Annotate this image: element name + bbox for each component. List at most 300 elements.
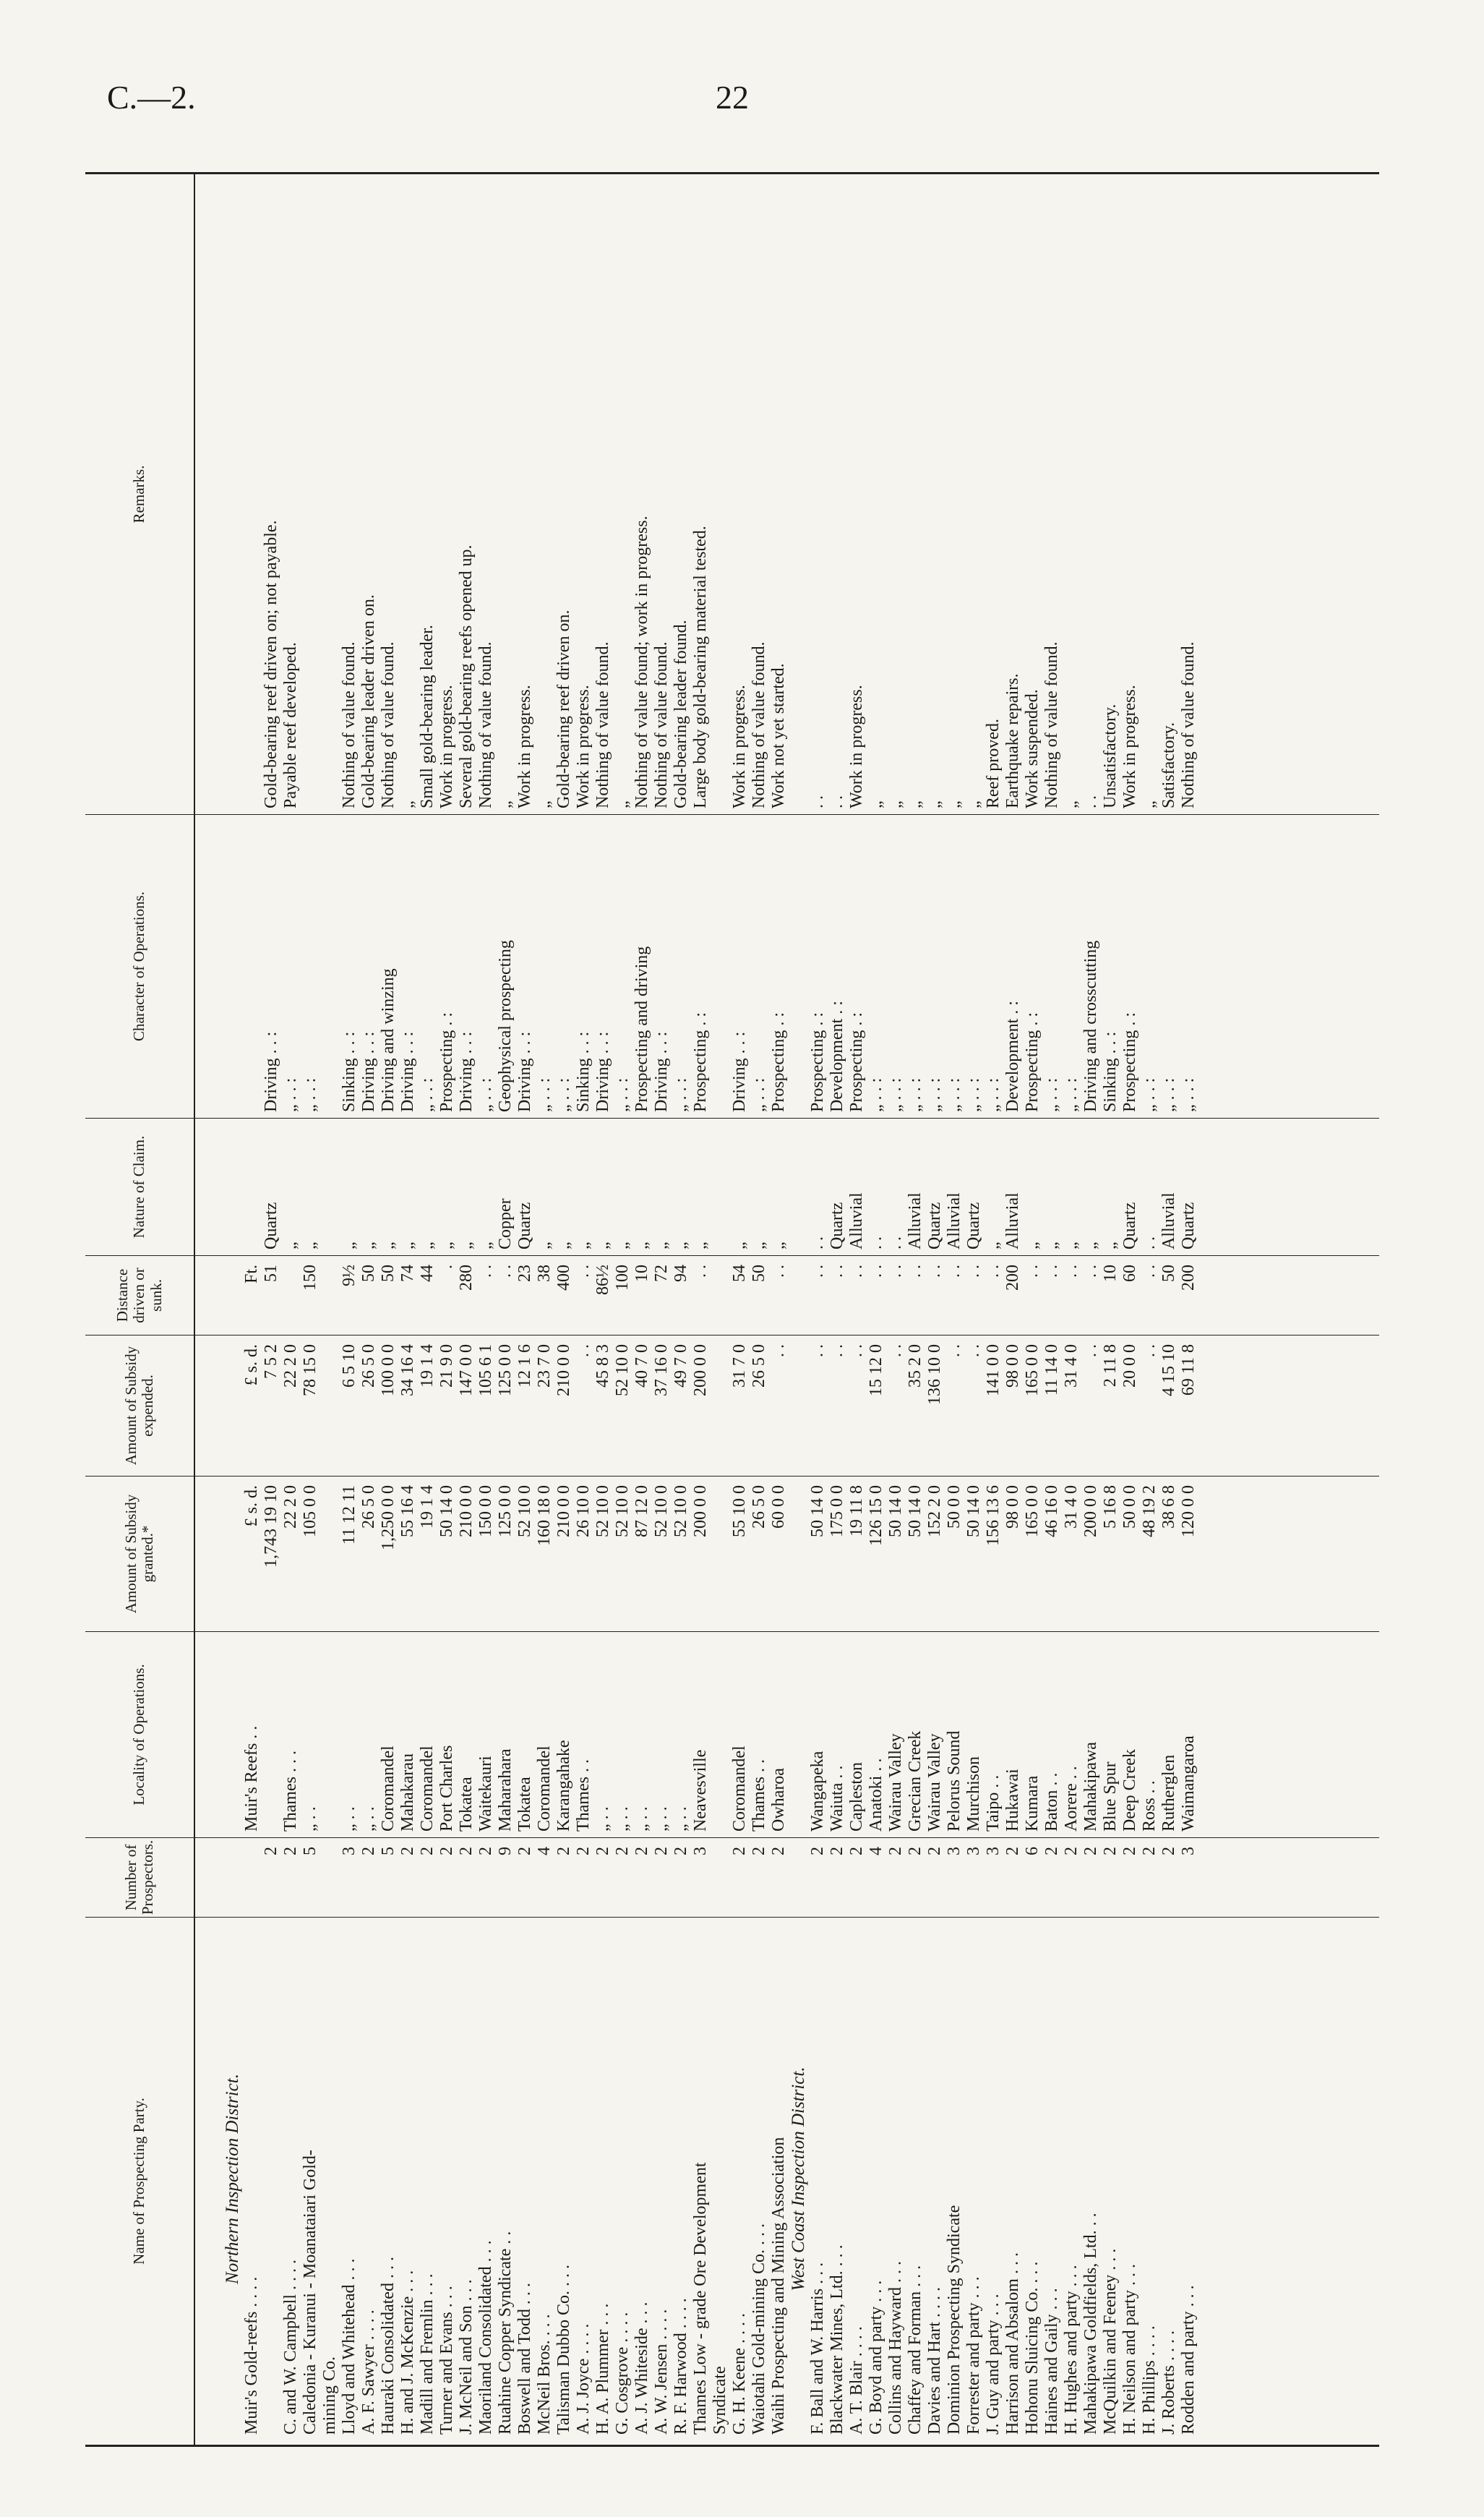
grant-cell: 1,743 19 10 (262, 1485, 280, 1568)
name-cell: Davies and Hart . . . . (925, 2287, 944, 2435)
remarks-cell: Work suspended. (1023, 689, 1042, 808)
locality-cell: Kumara (1023, 1775, 1042, 1832)
grant-cell: 19 11 8 (847, 1485, 866, 1537)
expended-cell: . . (808, 1344, 827, 1357)
remarks-cell: Payable reef developed. (281, 642, 300, 808)
nature-cell: Quartz (1179, 1202, 1198, 1249)
locality-cell: Muir's Reefs . . (242, 1725, 261, 1832)
nature-cell: „ (1081, 1242, 1100, 1249)
expended-cell: 210 0 0 (554, 1344, 573, 1396)
nature-cell: „ (652, 1242, 671, 1249)
district-title: Northern Inspection District. (223, 2074, 242, 2284)
grant-cell: 26 5 0 (750, 1485, 768, 1529)
expended-cell: . . (1140, 1344, 1159, 1357)
remarks-cell: Nothing of value found. (750, 641, 768, 808)
character-cell: „ . . : (886, 1077, 905, 1112)
character-cell (711, 815, 730, 1118)
spacer-cell (789, 174, 808, 814)
locality-cell: „ . . (672, 1806, 690, 1832)
distance-cell: . . (808, 1265, 827, 1278)
grant-cell: 46 16 0 (1042, 1485, 1061, 1537)
character-cell: Geophysical prospecting (496, 940, 515, 1112)
character-cell: Driving . . : (730, 1031, 749, 1112)
remarks-cell: . . (1081, 795, 1100, 808)
grant-cell: 52 10 0 (672, 1485, 690, 1537)
name-cell: Blackwater Mines, Ltd. . . . (828, 2244, 846, 2435)
locality-cell: Rutherglen (1159, 1754, 1178, 1832)
name-cell: Talisman Dubbo Co. . . . (554, 2265, 573, 2435)
name-cell: McQuilkin and Feeney . . . (1101, 2248, 1120, 2435)
name-cell: H. Neilson and party . . . (1120, 2264, 1139, 2435)
grant-cell: 150 0 0 (476, 1485, 495, 1537)
header-character: Character of Operations. (85, 814, 194, 1118)
distance-cell: 44 (418, 1265, 437, 1282)
character-cell: Prospecting . : (437, 1012, 456, 1112)
number-cell: 3 (691, 1847, 710, 1855)
expended-cell: . . (886, 1344, 905, 1357)
grant-cell: 165 0 0 (1023, 1485, 1042, 1537)
locality-cell: Maharahara (496, 1748, 515, 1832)
expended-cell: 49 7 0 (672, 1344, 690, 1388)
nature-cell: „ (632, 1242, 651, 1249)
number-cell: 2 (1042, 1847, 1061, 1855)
expended-cell: 141 0 0 (984, 1344, 1003, 1396)
nature-cell: „ (301, 1242, 319, 1249)
number-cell: 3 (1179, 1847, 1198, 1855)
remarks-cell: Earthquake repairs. (1003, 673, 1022, 808)
character-cell: „ . . : (925, 1077, 944, 1112)
number-cell: 3 (964, 1847, 983, 1855)
spacer-cell (789, 1119, 808, 1255)
spacer-cell (223, 1256, 242, 1335)
remarks-cell: Gold-bearing reef driven on. (554, 610, 573, 808)
name-cell: G. H. Keene . . . . (730, 2313, 749, 2435)
name-cell: Hohonu Sluicing Co. . . . (1023, 2261, 1042, 2435)
expended-cell: £ s. d. (242, 1344, 261, 1386)
nature-cell: „ (984, 1242, 1003, 1249)
expended-cell: . . (1081, 1344, 1100, 1357)
spacer-cell (223, 174, 242, 814)
number-cell: 2 (632, 1847, 651, 1855)
spacer-cell (789, 1256, 808, 1335)
number-cell: 2 (750, 1847, 768, 1855)
nature-cell: „ (593, 1242, 612, 1249)
expended-cell: 23 7 0 (535, 1344, 554, 1388)
name-cell: Boswell and Todd . . . (515, 2283, 534, 2435)
grant-cell: 50 14 0 (886, 1485, 905, 1537)
expended-cell: 147 0 0 (457, 1344, 476, 1396)
number-cell: 2 (808, 1847, 827, 1855)
locality-cell: Tokatea (457, 1777, 476, 1832)
expended-cell: 125 0 0 (496, 1344, 515, 1396)
nature-cell (711, 1119, 730, 1255)
character-cell: Driving . . : (652, 1031, 671, 1112)
number-cell: 2 (730, 1847, 749, 1855)
remarks-cell: Several gold-bearing reefs opened up. (457, 544, 476, 808)
distance-cell: 23 (515, 1265, 534, 1282)
grant-cell: 52 10 0 (515, 1485, 534, 1537)
expended-cell: 31 7 0 (730, 1344, 749, 1388)
expended-cell (711, 1336, 730, 1476)
distance-cell: 200 (1179, 1265, 1198, 1291)
remarks-cell: Work in progress. (847, 685, 866, 808)
grant-cell: 52 10 0 (613, 1485, 632, 1537)
remarks-cell (301, 174, 320, 814)
remarks-cell (711, 174, 730, 814)
grant-cell: 19 1 4 (418, 1485, 437, 1529)
nature-cell: „ (691, 1242, 710, 1249)
nature-cell: „ (535, 1242, 554, 1249)
grant-cell: 87 12 0 (632, 1485, 651, 1537)
nature-cell: Alluvial (1159, 1192, 1178, 1249)
column-locality (195, 1631, 1379, 1837)
locality-cell: Blue Spur (1101, 1761, 1120, 1832)
spacer-cell (789, 1477, 808, 1631)
distance-cell: Ft. (242, 1265, 261, 1284)
grant-cell: 105 0 0 (301, 1485, 319, 1537)
number-cell: 2 (613, 1847, 632, 1855)
character-cell: „ . . : (945, 1077, 964, 1112)
character-cell: „ . . : (1159, 1077, 1178, 1112)
spacer-cell (223, 1336, 242, 1476)
distance-cell: . . (476, 1265, 495, 1278)
name-cell: mining Co. (320, 2356, 339, 2435)
rotated-table (85, 174, 1379, 2445)
expended-cell: . . (769, 1344, 788, 1357)
locality-cell: Grecian Creek (906, 1730, 925, 1832)
remarks-cell: . . (828, 795, 846, 808)
distance-cell: . . (925, 1265, 944, 1278)
character-cell: Prospecting . : (1120, 1012, 1139, 1112)
remarks-cell: „ (925, 800, 944, 808)
character-cell: Driving . . : (515, 1031, 534, 1112)
expended-cell: 2 11 8 (1101, 1344, 1120, 1388)
name-cell: H. and J. McKenzie . . . (398, 2270, 417, 2435)
number-cell: 3 (945, 1847, 964, 1855)
expended-cell: 31 4 0 (1062, 1344, 1081, 1388)
name-cell: Rodden and party . . . (1179, 2285, 1198, 2435)
name-cell: Haines and Gaily . . . (1042, 2288, 1061, 2435)
remarks-cell: Gold-bearing leader driven on. (359, 594, 378, 808)
remarks-cell: „ (886, 800, 905, 808)
locality-cell: Thames . . (750, 1759, 768, 1832)
column-expended (195, 1335, 1379, 1476)
number-cell (242, 1838, 262, 1917)
grant-cell: 200 0 0 (691, 1485, 710, 1537)
expended-cell: 105 6 1 (476, 1344, 495, 1396)
locality-cell: „ . . (593, 1806, 612, 1832)
number-cell (711, 1838, 730, 1917)
distance-cell: . . (984, 1265, 1003, 1278)
expended-cell: 35 2 0 (906, 1344, 925, 1388)
distance-cell: . . (1081, 1265, 1100, 1278)
remarks-cell: Nothing of value found. (476, 641, 495, 808)
name-cell: McNeil Bros. . . . (535, 2314, 554, 2435)
distance-cell: 86½ (593, 1265, 612, 1295)
character-cell: Prospecting . : (769, 1012, 788, 1112)
remarks-cell: Large body gold-bearing material tested. (691, 526, 710, 808)
expended-cell: . . (574, 1344, 593, 1357)
nature-cell: Quartz (964, 1202, 983, 1249)
locality-cell: Hukawai (1003, 1769, 1022, 1832)
locality-cell: Thames . . . (281, 1751, 300, 1832)
character-cell (242, 815, 262, 1118)
name-cell: Forrester and party . . . (964, 2276, 983, 2435)
character-cell (320, 815, 340, 1118)
spacer-cell (789, 1838, 808, 1917)
nature-cell: Alluvial (847, 1192, 866, 1249)
grant-cell: 55 10 0 (730, 1485, 749, 1537)
number-cell: 2 (398, 1847, 417, 1855)
remarks-cell: „ (1140, 800, 1159, 808)
remarks-cell (320, 174, 340, 814)
distance-cell: . . (828, 1265, 846, 1278)
remarks-cell: „ (398, 800, 417, 808)
remarks-cell: Nothing of value found. (652, 641, 671, 808)
number-cell: 2 (672, 1847, 690, 1855)
distance-cell: 60 (1120, 1265, 1139, 1282)
locality-cell: Tokatea (515, 1777, 534, 1832)
number-cell: 2 (457, 1847, 476, 1855)
distance-cell: 150 (301, 1265, 319, 1291)
expended-cell: 200 0 0 (691, 1344, 710, 1396)
nature-cell: „ (574, 1242, 593, 1249)
locality-cell: „ . . (301, 1806, 319, 1832)
character-cell: Development . : (828, 1001, 846, 1112)
table-header (85, 174, 195, 2445)
column-grant (195, 1476, 1379, 1631)
expended-cell: 136 10 0 (925, 1344, 944, 1405)
number-cell: 2 (1003, 1847, 1022, 1855)
name-cell: G. Boyd and party . . . (867, 2280, 885, 2435)
number-cell: 2 (1120, 1847, 1139, 1855)
name-cell: C. and W. Campbell . . . . (281, 2260, 300, 2435)
nature-cell: „ (359, 1242, 378, 1249)
locality-cell: Taipo . . (984, 1774, 1003, 1832)
locality-cell: „ . . (652, 1806, 671, 1832)
name-cell: Muir's Gold-reefs . . . . (242, 2276, 261, 2435)
character-cell: „ . . : (1062, 1077, 1081, 1112)
nature-cell: Quartz (925, 1202, 944, 1249)
grant-cell: 52 10 0 (593, 1485, 612, 1537)
number-cell: 2 (418, 1847, 437, 1855)
name-cell: A. T. Blair . . . . (847, 2326, 866, 2435)
nature-cell: „ (1062, 1242, 1081, 1249)
grant-cell: 55 16 4 (398, 1485, 417, 1537)
expended-cell: 34 16 4 (398, 1344, 417, 1396)
character-cell: „ . . : (984, 1077, 1003, 1112)
remarks-cell: Nothing of value found. (1042, 641, 1061, 808)
expended-cell: 6 5 10 (340, 1344, 359, 1388)
page-number: 22 (716, 79, 749, 116)
number-cell: 5 (379, 1847, 398, 1855)
locality-cell: Wangapeka (808, 1751, 827, 1832)
expended-cell: 4 15 10 (1159, 1344, 1178, 1396)
spacer-cell (789, 1632, 808, 1837)
expended-cell: 52 10 0 (613, 1344, 632, 1396)
distance-cell: . . (574, 1265, 593, 1278)
spacer-cell (223, 1838, 242, 1917)
locality-cell: Ross . . (1140, 1780, 1159, 1832)
grant-cell: 210 0 0 (457, 1485, 476, 1537)
grant-cell: 98 0 0 (1003, 1485, 1022, 1529)
nature-cell: . . (867, 1236, 885, 1249)
character-cell: „ . . : (672, 1077, 690, 1112)
number-cell: 2 (281, 1847, 300, 1855)
spacer-cell (223, 815, 242, 1118)
number-cell: 2 (1062, 1847, 1081, 1855)
locality-cell: „ . . (340, 1806, 359, 1832)
character-cell: „ . . : (1042, 1077, 1061, 1112)
nature-cell (242, 1119, 262, 1255)
locality-cell: „ . . (359, 1806, 378, 1832)
grant-cell: 38 6 8 (1159, 1485, 1178, 1529)
locality-cell: Anatoki . . (867, 1758, 885, 1832)
expended-cell: 37 16 0 (652, 1344, 671, 1396)
expended-cell: 21 9 0 (437, 1344, 456, 1388)
remarks-cell: „ (964, 800, 983, 808)
locality-cell: Waitekauri (476, 1756, 495, 1832)
expended-cell: 40 7 0 (632, 1344, 651, 1388)
remarks-cell: Work in progress. (730, 685, 749, 808)
expended-cell: . . (964, 1344, 983, 1357)
locality-cell: Mahakarau (398, 1753, 417, 1832)
grant-cell: 22 2 0 (281, 1485, 300, 1529)
locality-cell: Port Charles (437, 1745, 456, 1832)
distance-cell: 100 (613, 1265, 632, 1291)
number-cell: 2 (476, 1847, 495, 1855)
column-remarks (195, 174, 1379, 814)
number-cell: 2 (1101, 1847, 1120, 1855)
name-cell: F. Ball and W. Harris . . . (808, 2262, 827, 2435)
nature-cell: „ (1023, 1242, 1042, 1249)
distance-cell: . . (847, 1265, 866, 1278)
distance-cell: . (437, 1265, 456, 1269)
locality-cell (711, 1632, 730, 1837)
nature-cell: „ (613, 1242, 632, 1249)
distance-cell: . . (1140, 1265, 1159, 1278)
number-cell: 2 (359, 1847, 378, 1855)
character-cell: Sinking . . : (340, 1031, 359, 1112)
character-cell: Driving . . : (262, 1031, 280, 1112)
expended-cell: 26 5 0 (750, 1344, 768, 1388)
nature-cell: „ (672, 1242, 690, 1249)
expended-cell: 19 1 4 (418, 1344, 437, 1388)
grant-cell (320, 1477, 340, 1631)
nature-cell: „ (769, 1242, 788, 1249)
locality-cell: Deep Creek (1120, 1749, 1139, 1832)
character-cell: Driving and winzing (379, 968, 398, 1112)
distance-cell: . . (867, 1265, 885, 1278)
remarks-cell: Work in progress. (1120, 685, 1139, 808)
grant-cell: 50 0 0 (945, 1485, 964, 1529)
character-cell: „ . . : (1140, 1077, 1159, 1112)
character-cell: Driving and crosscutting (1081, 940, 1100, 1112)
name-cell: Harrison and Absalom . . . (1003, 2252, 1022, 2435)
remarks-cell: Gold-bearing leader found. (672, 620, 690, 808)
number-cell: 2 (515, 1847, 534, 1855)
number-cell: 2 (554, 1847, 573, 1855)
distance-cell: . . (964, 1265, 983, 1278)
remarks-cell: „ (613, 800, 632, 808)
grant-cell: 60 0 0 (769, 1485, 788, 1529)
character-cell: „ . . : (867, 1077, 885, 1112)
distance-cell: . . (945, 1265, 964, 1278)
number-cell: 2 (1081, 1847, 1100, 1855)
distance-cell: 74 (398, 1265, 417, 1282)
name-cell: Maoriland Consolidated . . . (476, 2240, 495, 2435)
grant-cell: 1,250 0 0 (379, 1485, 398, 1550)
distance-cell: . . (1042, 1265, 1061, 1278)
number-cell: 2 (262, 1847, 280, 1855)
name-cell: A. J. Joyce . . . . (574, 2323, 593, 2435)
expended-cell (320, 1336, 340, 1476)
number-cell: 2 (574, 1847, 593, 1855)
name-cell: Collins and Hayward . . . (886, 2261, 905, 2435)
name-cell: A. F. Sawyer . . . . (359, 2309, 378, 2435)
remarks-cell: Nothing of value found. (593, 641, 612, 808)
number-cell: 4 (535, 1847, 554, 1855)
expended-cell: 22 2 0 (281, 1344, 300, 1388)
grant-cell (711, 1477, 730, 1631)
expended-cell: 15 12 0 (867, 1344, 885, 1396)
grant-cell: 31 4 0 (1062, 1485, 1081, 1529)
remarks-cell: Gold-bearing reef driven on; not payable. (262, 520, 280, 808)
name-cell: Syndicate (711, 2366, 729, 2435)
number-cell: 6 (1023, 1847, 1042, 1855)
character-cell: „ . . : (750, 1077, 768, 1112)
number-cell: 2 (652, 1847, 671, 1855)
number-cell: 2 (437, 1847, 456, 1855)
grant-cell: 200 0 0 (1081, 1485, 1100, 1537)
locality-cell: Baton . . (1042, 1772, 1061, 1832)
distance-cell: 50 (750, 1265, 768, 1282)
locality-cell (262, 1632, 281, 1837)
grant-cell: 152 2 0 (925, 1485, 944, 1537)
number-cell: 3 (984, 1847, 1003, 1855)
expended-cell: . . (945, 1344, 964, 1357)
character-cell: Sinking . . : (1101, 1031, 1120, 1112)
name-cell: J. Guy and party . . . (984, 2294, 1003, 2435)
expended-cell: . . (828, 1344, 846, 1357)
number-cell: 2 (1159, 1847, 1178, 1855)
remarks-cell: Small gold-bearing leader. (418, 625, 437, 808)
character-cell: „ . . : (554, 1077, 573, 1112)
number-cell: 2 (769, 1847, 788, 1855)
nature-cell: . . (808, 1236, 827, 1249)
character-cell: „ . . : (476, 1077, 495, 1112)
grant-cell: 120 0 0 (1179, 1485, 1198, 1537)
grant-cell: £ s. d. (242, 1485, 261, 1527)
locality-cell: Neavesville (691, 1749, 710, 1832)
locality-cell: Aorere . . (1062, 1766, 1081, 1832)
nature-cell: Alluvial (906, 1192, 925, 1249)
name-cell: Caledonia - Kuranui - Moanataiari Gold- (301, 2150, 319, 2435)
locality-cell: Karangahake (554, 1740, 573, 1832)
distance-cell: . . (1023, 1265, 1042, 1278)
spacer-cell (223, 1477, 242, 1631)
name-cell: Madill and Fremlin . . . (418, 2273, 437, 2435)
character-cell: Prospecting . : (691, 1012, 710, 1112)
nature-cell: . . (886, 1236, 905, 1249)
remarks-cell: Nothing of value found. (379, 641, 398, 808)
number-cell: 2 (593, 1847, 612, 1855)
locality-cell (320, 1632, 340, 1837)
distance-cell: . . (886, 1265, 905, 1278)
district-title: West Coast Inspection District. (789, 2067, 808, 2291)
name-cell: A. W. Jensen . . . . (652, 2309, 671, 2435)
character-cell: „ . . : (613, 1077, 632, 1112)
